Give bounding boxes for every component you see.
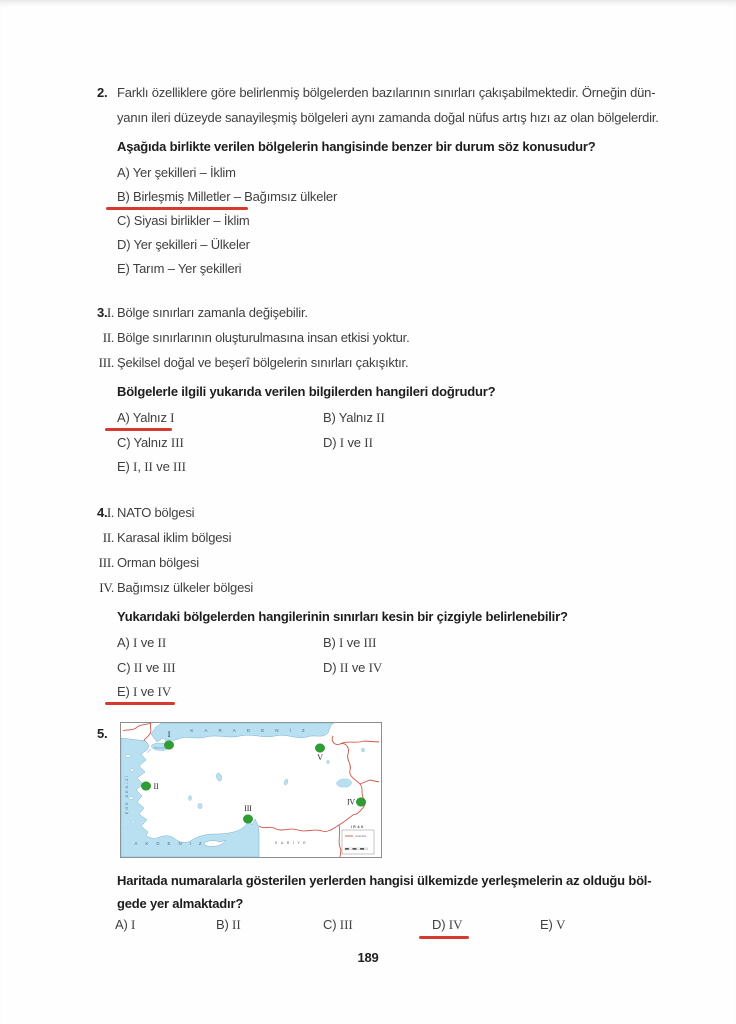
question-3-number: 3. (97, 305, 108, 320)
option-b: B) Yalnız II (323, 410, 385, 425)
answer-underline-q3 (105, 428, 172, 431)
option-e: E) I, II ve III (117, 459, 187, 474)
option-c: C) III (323, 917, 353, 932)
marmara-sea-label: Marmara Denizi (154, 747, 166, 750)
option-d: D) I ve II (323, 434, 373, 450)
marker-label-1: I (167, 730, 171, 739)
page-number: 189 (357, 950, 379, 965)
marker-label-4: IV (346, 797, 355, 807)
question-4-options (117, 631, 657, 705)
question-4-statements: I. NATO bölgesi II. Karasal iklim bölgesi III. Orman bölgesi IV. Bağımsız ülkeler bölgesi (98, 505, 254, 595)
turkey-map (120, 722, 382, 861)
question-5-number: 5. (97, 726, 108, 741)
marker-label-2: II (153, 782, 159, 791)
option-c: C) II ve III (117, 659, 176, 675)
marker-label-3: III (244, 804, 252, 813)
answer-underline-q2 (106, 207, 248, 210)
question-2-paragraph: Farklı özelliklere göre belirlenmiş bölgelerden bazılarının sınırları çakışabilmektedir. Örneğin dün- yanın ileri düzeyde sanayileşmiş bölgeleri aynı zamanda doğal nüfus artış hızı az olan bölgelerdir. (117, 85, 659, 125)
question-2 (97, 80, 657, 281)
option-d: D) IV (432, 917, 463, 932)
answer-underline-q4 (105, 702, 175, 705)
question-3-statements: I. Bölge sınırları zamanla değişebilir. II. Bölge sınırlarının oluşturulmasına insan etkisi yoktur. III. Şekilsel doğal ve beşerî bölgelerin sınırları çakışıktır. (98, 305, 410, 370)
question-3-options (117, 406, 657, 480)
black-sea-label: KARADENİZ (190, 728, 316, 733)
option-e: E) Tarım – Yer şekilleri (117, 261, 242, 276)
question-2-stem: Aşağıda birlikte verilen bölgelerin hangisinde benzer bir durum söz konusudur? (117, 139, 596, 154)
iraq-label: IRAK (350, 825, 366, 829)
question-2-options (117, 161, 657, 281)
scale-bar (345, 848, 368, 850)
option-b: B) II (216, 917, 241, 932)
marker-dot-2 (141, 782, 151, 791)
option-c: C) Siyasi birlikler – İklim (117, 213, 250, 228)
marker-label-5: V (317, 753, 323, 762)
option-a: A) Yer şekilleri – İklim (117, 165, 236, 180)
option-b: B) Birleşmiş Milletler – Bağımsız ülkeler (117, 189, 338, 204)
question-5-stem: Haritada numaralarla gösterilen yerlerden hangisi ülkemizde yerleşmelerin az olduğu böl- gede yer almaktadır? (117, 873, 652, 911)
question-3 (97, 300, 657, 480)
marker-dot-5 (315, 744, 325, 753)
question-2-number: 2. (97, 85, 108, 100)
legend-label: Devlet Sınırı (355, 835, 367, 838)
option-c: C) Yalnız III (117, 434, 184, 450)
marker-dot-3 (243, 815, 253, 824)
aegean-sea-label: EGE DENİZİ (125, 773, 129, 814)
option-a: A) Yalnız I (117, 410, 175, 425)
question-4-number: 4. (97, 505, 108, 520)
option-d: D) Yer şekilleri – Ülkeler (117, 237, 250, 252)
question-3-stem: Bölgelerle ilgili yukarıda verilen bilgilerden hangileri doğrudur? (117, 384, 496, 399)
syria-label: SURİYE (274, 841, 310, 845)
option-a: A) I ve II (117, 635, 167, 650)
option-d: D) II ve IV (323, 659, 383, 675)
marker-dot-1 (164, 741, 174, 750)
question-4 (97, 500, 657, 705)
answer-underline-q5 (419, 936, 469, 939)
mediterranean-sea-label: AKDENİZ (134, 841, 210, 846)
question-4-stem: Yukarıdaki bölgelerden hangilerinin sınırları kesin bir çizgiyle belirlenebilir? (117, 609, 568, 624)
option-a: A) I (115, 917, 136, 932)
option-b: B) I ve III (323, 635, 377, 650)
option-e: E) V (540, 917, 566, 932)
marker-dot-4 (356, 798, 366, 807)
option-e: E) I ve IV (117, 684, 172, 699)
